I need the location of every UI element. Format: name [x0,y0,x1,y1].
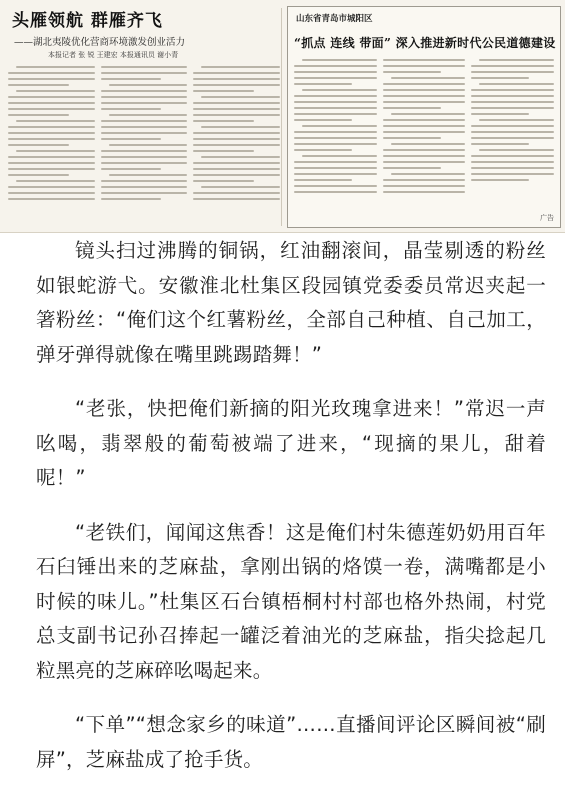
left-article-subhead: ——湖北夷陵优化营商环境激发创业活力 [14,37,186,48]
clipping-divider [281,8,282,226]
right-article-footer-mark: 广告 [540,214,554,222]
paragraph: “下单”“想念家乡的味道”……直播间评论区瞬间被“刷屏”，芝麻盐成了抢手货。 [36,713,546,771]
left-article-column [8,66,95,204]
paragraph: 镜头扫过沸腾的铜锅，红油翻滚间，晶莹剔透的粉丝如银蛇游弋。安徽淮北杜集区段园镇党委委员常迟夹起一箸粉丝：“俺们这个红薯粉丝，全部自己种植、自己加工，弹牙弹得就像在嘴里跳踢踏舞！” [36,239,546,366]
right-article-column [383,59,466,197]
right-article-column [471,59,554,197]
left-article-byline: 本报记者 张 锐 王建宏 本报通讯员 谢小青 [48,51,179,59]
left-newspaper-article [8,6,280,228]
right-newspaper-article [287,6,561,228]
right-article-body [288,59,560,197]
left-article-body [8,66,280,204]
right-article-headline: “抓点 连线 带面” 深入推进新时代公民道德建设 [294,36,556,50]
left-article-column [101,66,188,204]
paragraph: “老张，快把俺们新摘的阳光玫瑰拿进来！”常迟一声吆喝，翡翠般的葡萄被端了进来，“现摘的果儿，甜着呢！” [36,397,546,489]
left-article-column [193,66,280,204]
right-article-column [294,59,377,197]
article-body [36,234,546,797]
right-article-kicker: 山东省青岛市城阳区 [296,14,373,24]
paragraph: “老铁们，闻闻这焦香！这是俺们村朱德莲奶奶用百年石臼锤出来的芝麻盐，拿刚出锅的烙馍一卷，满嘴都是小时候的味儿。”杜集区石台镇梧桐村村部也格外热闹，村党总支副书记孙召捧起一罐泛着油光的芝麻盐，指尖捻起几粒黑亮的芝麻碎吆喝起来。 [36,520,546,682]
newspaper-clipping [0,0,565,233]
left-article-headline: 头雁领航 群雁齐飞 [12,11,163,31]
